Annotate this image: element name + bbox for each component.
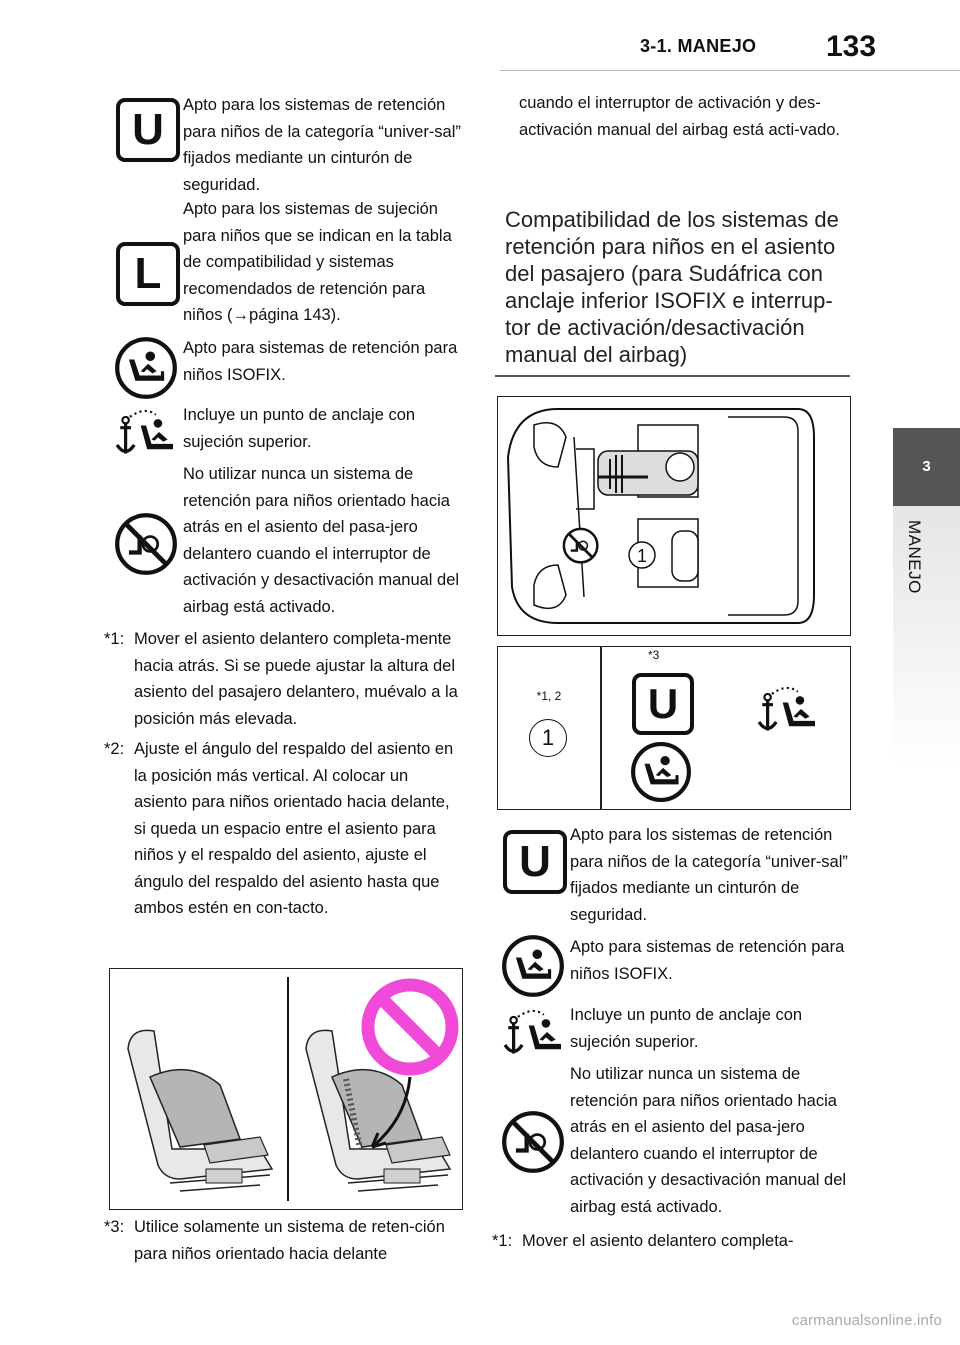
chapter-tab: 3 (893, 428, 960, 506)
table-note: *3 (648, 648, 660, 662)
table-note: *1, 2 (536, 689, 562, 703)
isofix-icon (114, 336, 178, 400)
top-tether-icon (500, 1004, 566, 1060)
footnote-2: *2: Ajuste el ángulo del respaldo del asiento en la posición más vertical. Al colocar un asiento para niños orientado hacia delante, si queda un espacio entre el asiento para niños y el respaldo del asiento, ajuste el ángulo del respaldo del asiento hasta que ambos estén en con-tacto. (104, 740, 454, 917)
universal-u-icon: U (503, 830, 567, 894)
section-heading: Compatibilidad de los sistemas de retención para niños en el asiento del pasajero (para Sudáfrica con anclaje inferior ISOFIX e interrup-tor de activación/desactivación manual del airbag) (505, 207, 839, 367)
universal-u-icon: U (632, 673, 694, 735)
section-title: 3-1. MANEJO (640, 36, 757, 56)
continued-text: cuando el interruptor de activación y des-activación manual del airbag está acti-vado. (519, 94, 841, 139)
footnote-right: *1: Mover el asiento delantero completa- (492, 1232, 794, 1250)
header-rule (500, 70, 960, 71)
page-number: 133 (826, 30, 877, 63)
seat-illustration (109, 968, 463, 1210)
item-text: Apto para los sistemas de retención para niños de la categoría “univer-sal” fijados mediante un cinturón de seguridad. (570, 826, 848, 924)
correct-seat-drawing (128, 1030, 272, 1191)
l-category-icon: L (116, 242, 180, 306)
car-seat-diagram (497, 396, 851, 636)
position-label: 1 (636, 546, 648, 566)
child-seat-top-view (598, 451, 698, 495)
chapter-label: MANEJO (905, 520, 924, 594)
item-text: No utilizar nunca un sistema de retención para niños orientado hacia atrás en el asiento del pasa-jero delantero cuando el interruptor de activación y desactivación manual del airbag está activado. (570, 1065, 847, 1216)
prohibition-sign (368, 985, 452, 1069)
position-number: 1 (529, 719, 567, 757)
item-text: Apto para los sistemas de retención para niños de la categoría “univer-sal” fijados mediante un cinturón de seguridad. (183, 96, 461, 194)
item-text: No utilizar nunca un sistema de retención para niños orientado hacia atrás en el asiento del pasa-jero delantero cuando el interruptor de activación y desactivación manual del airbag está activado. (183, 465, 460, 616)
top-tether-icon (754, 681, 820, 737)
no-rear-facing-icon (501, 1110, 565, 1174)
footnote-3: *3: Utilice solamente un sistema de reten-ción para niños orientado hacia delante (104, 1218, 445, 1263)
isofix-icon (501, 934, 565, 998)
compatibility-table (497, 646, 851, 810)
item-text: Apto para sistemas de retención para niños ISOFIX. (183, 339, 458, 384)
item-text: Apto para los sistemas de sujeción para niños que se indican en la tabla de compatibilidad y sistemas recomendados de retención para niños (→página 143). (183, 200, 452, 324)
watermark: carmanualsonline.info (791, 1312, 942, 1329)
top-tether-icon (112, 404, 178, 460)
no-rear-facing-icon (114, 512, 178, 576)
table-divider (600, 647, 602, 809)
footnote-1: *1: Mover el asiento delantero completa-mente hacia atrás. Si se puede ajustar la altura del asiento del pasajero delantero, muévalo a la posición más elevada. (104, 630, 458, 728)
item-text: Incluye un punto de anclaje con sujeción superior. (183, 406, 416, 451)
item-text: Incluye un punto de anclaje con sujeción superior. (570, 1006, 803, 1051)
universal-u-icon: U (116, 98, 180, 162)
heading-rule (495, 375, 850, 377)
isofix-icon (630, 741, 692, 803)
item-text: Apto para sistemas de retención para niños ISOFIX. (570, 938, 845, 983)
